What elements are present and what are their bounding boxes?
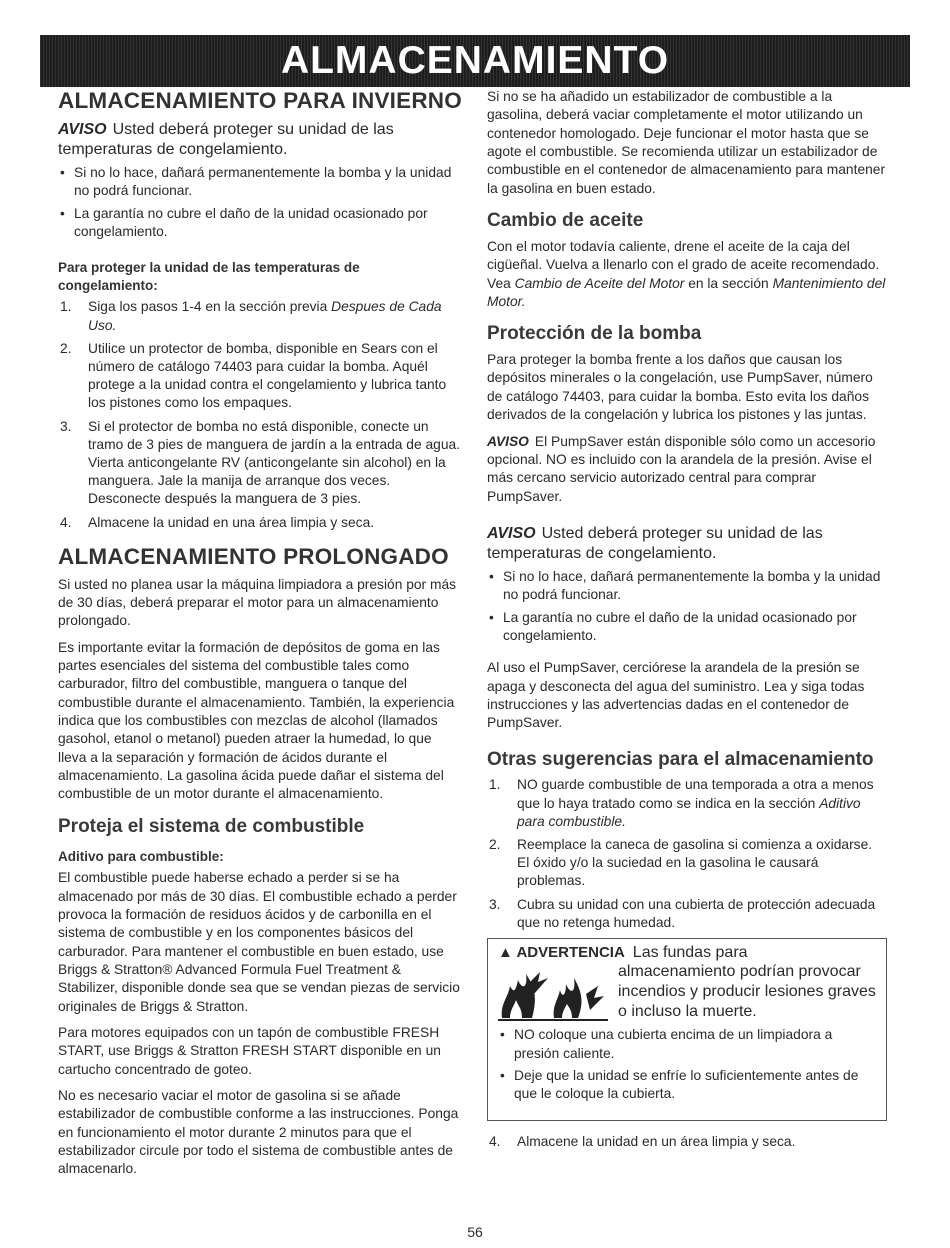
- right-column: [487, 88, 887, 1157]
- list-item: [58, 298, 460, 334]
- page-banner: [40, 35, 910, 87]
- winter-bullets: [58, 164, 460, 241]
- winter-steps: [58, 298, 460, 531]
- list-item: • NO coloque una cubierta encima de un limpiadora a presión caliente.: [498, 1026, 876, 1063]
- warning-label: ▲ ADVERTENCIA: [498, 944, 625, 962]
- fire-hazard-icon: [498, 964, 610, 1022]
- winter-subheading: Para proteger la unidad de las temperaturas de congelamiento:: [58, 260, 360, 293]
- step-text: Cubra su unidad con una cubierta de protección adecuada que no retenga humedad.: [517, 896, 876, 930]
- step-number: 4.: [60, 514, 72, 530]
- list-item: [487, 896, 887, 932]
- list-item: [487, 1133, 887, 1151]
- fuel-system-heading: Proteja el sistema de combustible: [58, 815, 365, 837]
- step-reference: Despues de Cada Uso.: [88, 299, 442, 333]
- step-number: 1.: [60, 299, 72, 315]
- notice-text: Usted deberá proteger su unidad de las temperaturas de congelamiento.: [487, 524, 823, 562]
- step-number: 2.: [60, 340, 72, 356]
- pump-notice: [487, 433, 887, 506]
- list-item: [58, 418, 460, 509]
- fuel-paragraph-3: No es necesario vaciar el motor de gasolina si se añade estabilizador de combustible conforme a las instrucciones. Ponga en funcionamiento el motor durante 2 minutos para que el estabilizador circule por todo el sistema de combustible antes de almacenarlo.: [58, 1087, 459, 1177]
- list-item: • Si no lo hace, dañará permanentemente la bomba y la unidad no podrá funcionar.: [487, 568, 887, 605]
- list-item: • La garantía no cubre el daño de la unidad ocasionado por congelamiento.: [487, 609, 887, 646]
- step-text: Siga los pasos 1-4 en la sección previa: [88, 299, 332, 315]
- warning-bullets: [498, 1026, 876, 1103]
- fuel-paragraph-1: El combustible puede haberse echado a perder si se ha almacenado por más de 30 días. El combustible echado a perder provoca la formación de residuos ácidos y de carbonilla en el sistema de combustible y en los componentes básicos del carburador. Para mantener el combustible en buen estado, use Briggs & Stratton® Advanced Formula Fuel Treatment & Stabilizer, disponible donde sea que se vendan piezas de servicio originales de Briggs & Stratton.: [58, 870, 460, 1014]
- warning-text: almacenamiento podrían provocar incendios y producir lesiones graves o incluso la muerte.: [618, 963, 876, 1021]
- step-number: 4.: [489, 1133, 501, 1149]
- step-number: 1.: [489, 777, 501, 793]
- notice-text: El PumpSaver están disponible sólo como un accesorio opcional. NO es incluido con la arandela de la presión. Avise el más cercano servicio autorizado central para comprar PumpSaver.: [487, 433, 876, 504]
- prolonged-paragraph-1: Si usted no planea usar la máquina limpiadora a presión por más de 30 días, deberá preparar el motor para un almacenamiento prolongado.: [58, 576, 457, 629]
- page-number: 56: [467, 1224, 483, 1240]
- pump-bullets: [487, 568, 887, 645]
- winter-notice: [58, 120, 460, 160]
- notice-text: Usted deberá proteger su unidad de las temperaturas de congelamiento.: [58, 120, 394, 158]
- warning-body: [498, 962, 876, 1022]
- winter-storage-heading: ALMACENAMIENTO PARA INVIERNO: [58, 88, 462, 113]
- pump-paragraph-1: Para proteger la bomba frente a los daños que causan los depósitos minerales o la congelación, use PumpSaver, número de catálogo 74403, para cuidar la bomba. Esto evita los daños derivados de la congelación y lubrica los pistones y las juntas.: [487, 352, 873, 423]
- oil-reference-2: Mantenimiento del Motor.: [487, 275, 886, 309]
- oil-reference: Cambio de Aceite del Motor: [514, 275, 685, 291]
- other-steps-final: [487, 1133, 887, 1151]
- notice-label: AVISO: [487, 524, 536, 542]
- step-reference: Aditivo para combustible.: [517, 795, 861, 829]
- warning-line-1: Las fundas para: [632, 944, 748, 962]
- step-text: Almacene la unidad en un área limpia y seca.: [517, 1133, 796, 1149]
- oil-text-2: en la sección: [684, 275, 773, 291]
- pump-protection-heading: Protección de la bomba: [487, 323, 702, 345]
- warning-box: [487, 938, 887, 1121]
- step-text: Utilice un protector de bomba, disponible en Sears con el número de catálogo 74403 para cuidar la bomba. Aquél protege a la unidad contra el congelamiento y lubrica tanto los pistones como los empaques.: [88, 340, 447, 411]
- pump-paragraph-2: Al uso el PumpSaver, cerciórese la arandela de la presión se apaga y desconecta del agua del suministro. Lea y siga todas instrucciones y las advertencias dadas en el contenedor de PumpSaver.: [487, 660, 865, 731]
- list-item: • Si no lo hace, dañará permanentemente la bomba y la unidad no podrá funcionar.: [58, 164, 460, 201]
- fuel-additive-subheading: Aditivo para combustible:: [58, 848, 224, 864]
- list-item: [58, 340, 460, 413]
- list-item: [487, 776, 887, 831]
- step-text: Si el protector de bomba no está disponible, conecte un tramo de 3 pies de manguera de jardín a la entrada de agua. Vierta anticongelante RV (anticongelante sin alcohol) en la manguera. Jale la manija de arranque dos veces. Desconecte después la manguera de 3 pies.: [88, 418, 461, 507]
- notice-label: AVISO: [58, 120, 107, 138]
- warning-title: [498, 943, 876, 962]
- step-text: Reemplace la caneca de gasolina si comienza a oxidarse. El óxido y/o la suciedad en la gasolina le causará problemas.: [517, 837, 873, 889]
- step-number: 2.: [489, 837, 501, 853]
- other-tips-heading: Otras sugerencias para el almacenamiento: [487, 748, 874, 770]
- step-number: 3.: [489, 896, 501, 912]
- oil-text: Con el motor todavía caliente, drene el aceite de la caja del cigüeñal. Vuelva a llenarlo con el grado de aceite recomendado. Vea: [487, 238, 880, 291]
- oil-change-text: [487, 238, 887, 311]
- fuel-paragraph-4: Si no se ha añadido un estabilizador de combustible a la gasolina, deberá vaciar completamente el motor utilizando un contenedor homologado. Deje funcionar el motor hasta que se agote el combustible. Se recomienda utilizar un estabilizador de combustible en el contenedor de almacenamiento para mantener la gasolina en buen estado.: [487, 89, 886, 196]
- list-item: • Deje que la unidad se enfríe lo suficientemente antes de que le coloque la cubierta.: [498, 1067, 876, 1104]
- list-item: • La garantía no cubre el daño de la unidad ocasionado por congelamiento.: [58, 205, 460, 242]
- step-text: NO guarde combustible de una temporada a otra a menos que lo haya tratado como se indica en la sección: [517, 777, 874, 811]
- pump-freeze-notice: [487, 524, 887, 564]
- list-item: [58, 514, 460, 532]
- left-column: [58, 88, 460, 1187]
- prolonged-paragraph-2: Es importante evitar la formación de depósitos de goma en las partes esenciales del sistema del combustible tales como carburador, filtro del combustible, manguera o tanque del combustible durante el almacenamiento. También, la experiencia indica que los combustibles con mezclas de alcohol (llamados gasohol, etanol o metanol) pueden atraer la humedad, lo que lleva a la separación y formación de ácidos durante el almacenamiento. La gasolina ácida puede dañar el sistema del combustible de un motor durante el almacenamiento.: [58, 639, 455, 802]
- list-item: [487, 836, 887, 891]
- step-text: Almacene la unidad en una área limpia y seca.: [88, 514, 375, 530]
- other-steps: [487, 776, 887, 932]
- notice-label: AVISO: [487, 433, 529, 449]
- prolonged-storage-heading: ALMACENAMIENTO PROLONGADO: [58, 543, 449, 569]
- fuel-paragraph-2: Para motores equipados con un tapón de combustible FRESH START, use Briggs & Stratton FRESH START disponible en un cartucho concentrado de goteo.: [58, 1024, 441, 1077]
- step-number: 3.: [60, 418, 72, 434]
- banner-title: ALMACENAMIENTO: [280, 39, 670, 82]
- oil-change-heading: Cambio de aceite: [487, 210, 644, 232]
